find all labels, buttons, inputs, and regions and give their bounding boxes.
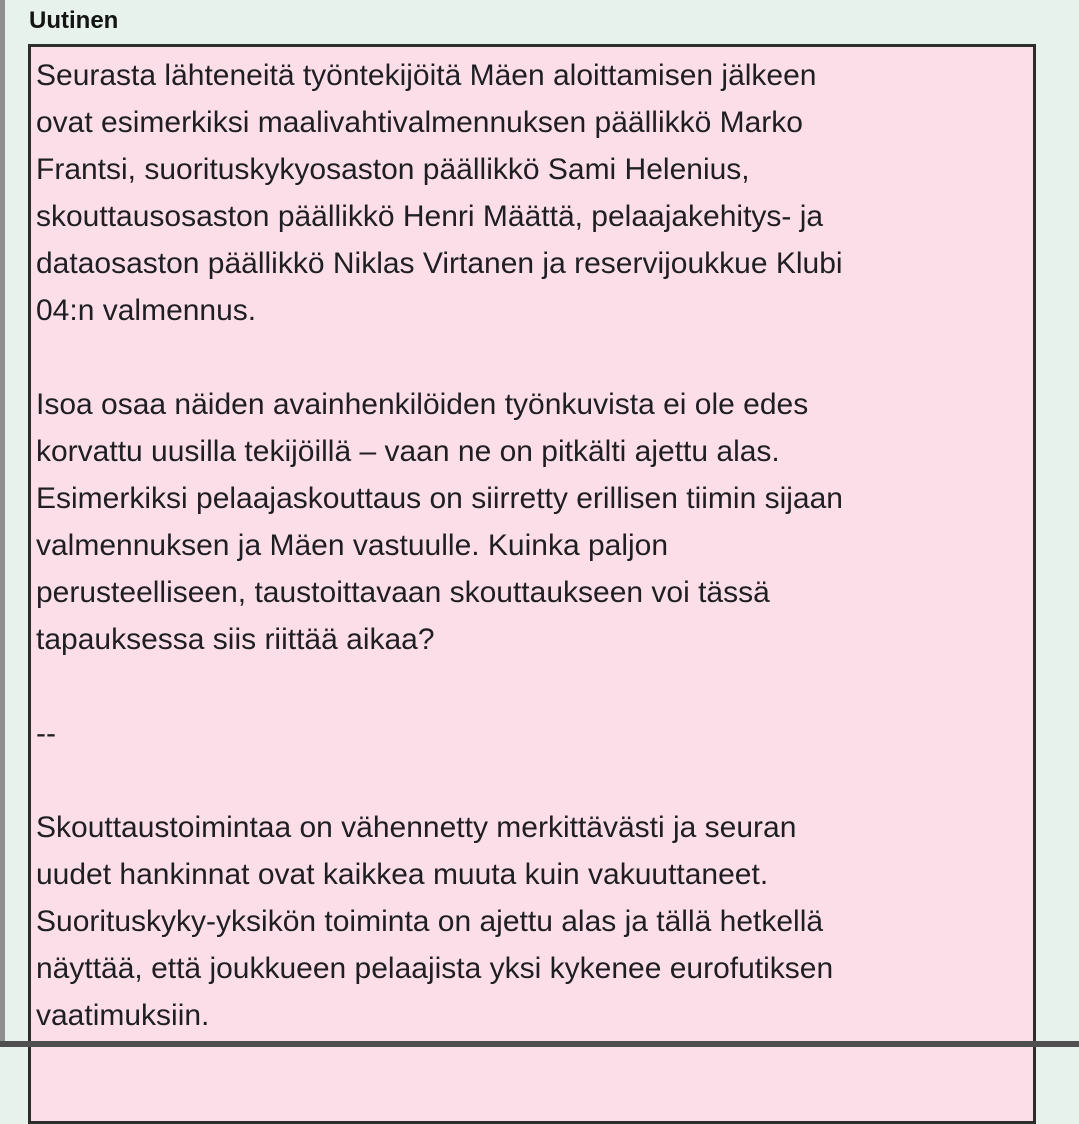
left-edge-strip: [0, 0, 5, 1047]
news-form: [28, 6, 1058, 1124]
news-field-label: Uutinen: [29, 7, 119, 34]
news-textarea[interactable]: [28, 44, 1036, 1124]
bottom-edge-strip: [0, 1041, 1079, 1047]
